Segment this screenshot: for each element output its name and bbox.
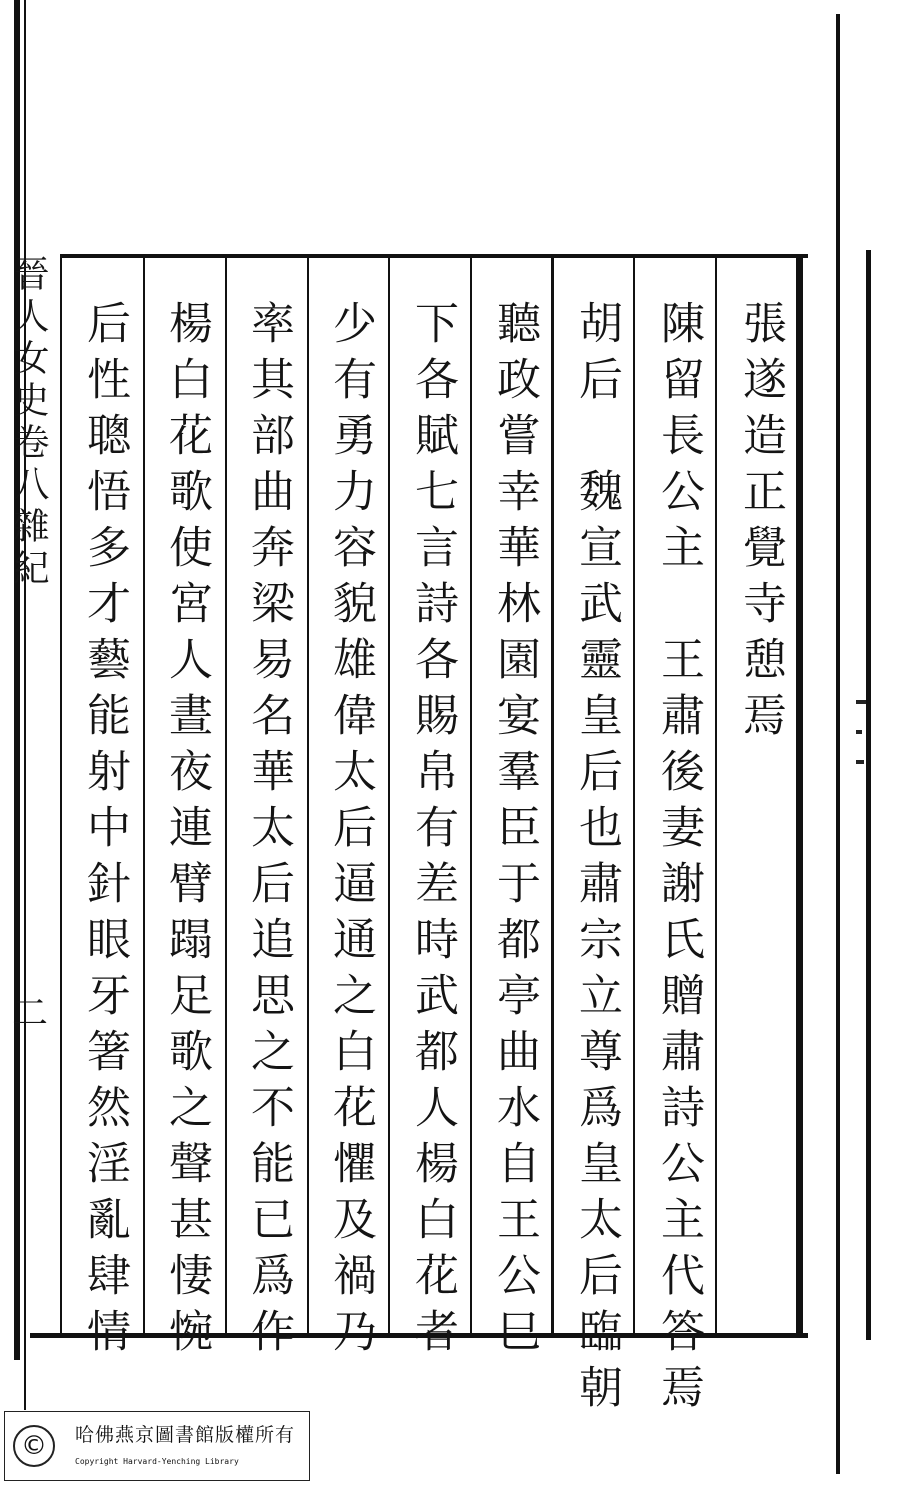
margin-juan-title: 卷八雜紀 xyxy=(8,423,49,591)
column-divider xyxy=(551,258,554,1334)
text-column-8: 楊白花歌使宮人晝夜連臂蹋足歌之聲甚悽惋 xyxy=(161,300,212,1364)
text-block-right-border xyxy=(796,256,803,1338)
left-frame-thin-line xyxy=(24,0,26,1410)
column-divider xyxy=(470,258,472,1334)
copyright-stamp xyxy=(4,1411,310,1481)
text-block-top-rule xyxy=(60,254,808,258)
column-divider xyxy=(633,258,635,1334)
page-number: 二 xyxy=(12,993,49,1034)
text-column-5: 下各賦七言詩各賜帛有差時武都人楊白花者 xyxy=(407,300,458,1364)
edge-marks xyxy=(852,700,882,850)
left-frame-line xyxy=(14,0,20,1360)
text-column-6: 少有勇力容貌雄偉太后逼通之白花懼及禍乃 xyxy=(325,300,376,1364)
right-frame-line xyxy=(836,14,840,1474)
column-divider xyxy=(307,258,309,1334)
text-block-left-border xyxy=(60,256,62,1336)
copyright-icon: © xyxy=(13,1425,55,1467)
text-column-4: 聽政嘗幸華林園宴羣臣于都亭曲水自王公巳 xyxy=(489,300,540,1364)
text-column-1: 張遂造正覺寺憩焉 xyxy=(735,300,786,748)
text-column-7: 率其部曲奔梁易名華太后追思之不能已爲作 xyxy=(243,300,294,1364)
text-column-9: 后性聰悟多才藝能射中針眼牙箸然淫亂肆情 xyxy=(79,300,130,1364)
copyright-english: Copyright Harvard-Yenching Library xyxy=(75,1457,239,1466)
column-divider xyxy=(143,258,145,1334)
column-divider xyxy=(225,258,227,1334)
margin-title: 晉人女史卷八雜紀 xyxy=(8,255,49,591)
column-divider xyxy=(388,258,390,1334)
text-column-3: 胡后 魏宣武靈皇后也肅宗立尊爲皇太后臨朝 xyxy=(571,300,622,1420)
column-divider xyxy=(715,258,717,1334)
text-column-2: 陳留長公主 王肅後妻謝氏贈肅詩公主代答焉 xyxy=(653,300,704,1420)
copyright-chinese: 哈佛燕京圖書館版權所有 xyxy=(75,1424,296,1446)
